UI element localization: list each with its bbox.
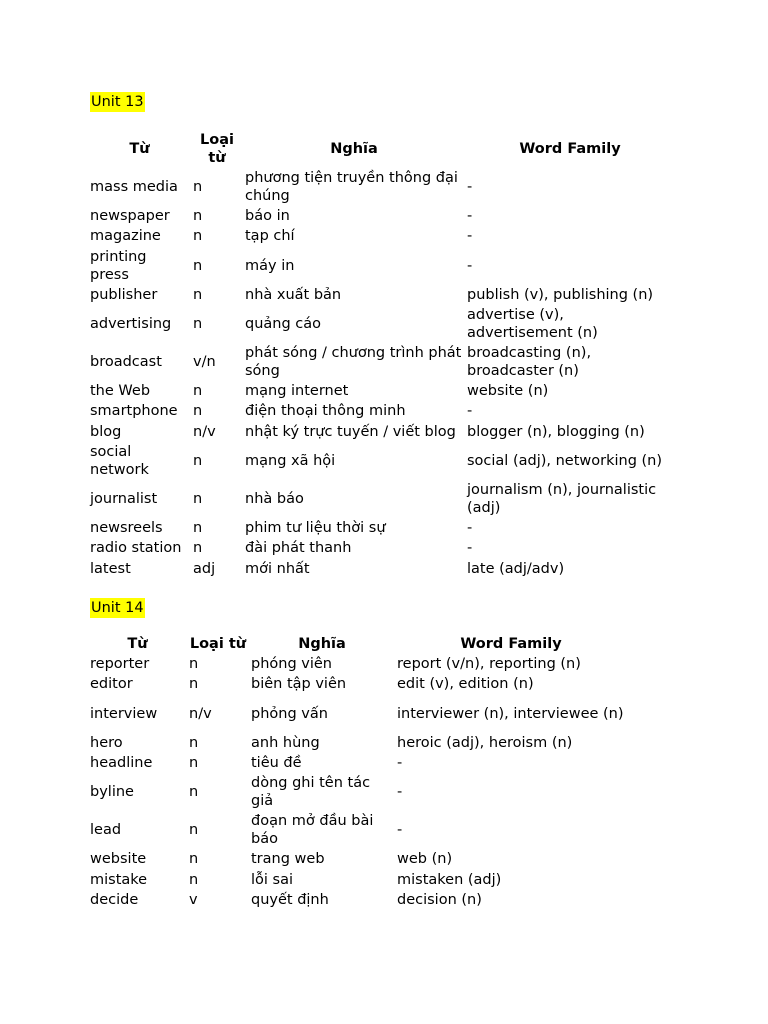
- word-type-cell: n: [193, 403, 203, 420]
- word-family-cell: -: [467, 228, 473, 245]
- word-cell: newspaper: [90, 208, 170, 225]
- table-row: [88, 206, 675, 226]
- word-cell: magazine: [90, 228, 161, 245]
- word-cell: reporter: [90, 656, 150, 673]
- meaning-cell: mạng xã hội: [245, 452, 336, 469]
- table-row: [88, 168, 675, 206]
- unit-13-vocab-table: [88, 130, 675, 579]
- table-row: [88, 305, 675, 343]
- meaning-cell: nhật ký trực tuyến / viết blog: [245, 423, 456, 440]
- unit-14-vocab-table: [88, 634, 627, 910]
- word-cell: decide: [90, 891, 139, 908]
- word-family-cell: -: [397, 822, 403, 839]
- word-type-cell: n: [189, 851, 199, 868]
- table-row: [88, 890, 627, 910]
- word-family-cell: publish (v), publishing (n): [467, 286, 654, 303]
- word-type-cell: n: [189, 734, 199, 751]
- word-type-cell: n: [193, 490, 203, 507]
- table-row: [88, 538, 675, 558]
- word-type-cell: n: [193, 519, 203, 536]
- word-type-cell: adj: [193, 560, 216, 577]
- word-type-cell: n: [189, 656, 199, 673]
- table-row: [88, 733, 627, 753]
- table-row: [88, 753, 627, 773]
- word-cell: interview: [90, 705, 158, 722]
- meaning-cell: tiêu đề: [251, 755, 302, 772]
- word-family-cell: -: [467, 403, 473, 420]
- header-word-family: Word Family: [460, 636, 562, 652]
- meaning-cell: anh hùng: [251, 734, 320, 751]
- word-cell: the Web: [90, 383, 151, 400]
- meaning-cell: tạp chí: [245, 228, 295, 245]
- table-row: [88, 674, 627, 694]
- word-family-cell: website (n): [467, 383, 549, 400]
- word-family-cell: mistaken (adj): [397, 871, 502, 888]
- word-family-cell: broadcasting (n), broadcaster (n): [467, 344, 592, 379]
- word-cell: blog: [90, 423, 122, 440]
- header-word: Từ: [127, 636, 148, 652]
- table-row: [88, 442, 675, 480]
- word-cell: lead: [90, 822, 122, 839]
- header-word-type: Loại từ: [200, 132, 234, 166]
- word-cell: mistake: [90, 871, 148, 888]
- meaning-cell: báo in: [245, 208, 290, 225]
- unit-13-table-body: [88, 168, 675, 579]
- meaning-cell: phát sóng / chương trình phát sóng: [245, 344, 462, 379]
- word-cell: headline: [90, 755, 153, 772]
- word-type-cell: n: [193, 315, 203, 332]
- word-type-cell: n: [193, 383, 203, 400]
- word-family-cell: web (n): [397, 851, 453, 868]
- meaning-cell: điện thoại thông minh: [245, 403, 406, 420]
- word-type-cell: n: [189, 871, 199, 888]
- meaning-cell: phương tiện truyền thông đại chúng: [245, 170, 458, 204]
- word-family-cell: decision (n): [397, 891, 482, 908]
- table-row: [88, 343, 675, 381]
- word-family-cell: -: [467, 257, 473, 274]
- word-type-cell: n: [189, 755, 199, 772]
- word-family-cell: -: [467, 540, 473, 557]
- word-cell: advertising: [90, 315, 172, 332]
- meaning-cell: mới nhất: [245, 560, 310, 577]
- unit-13-heading: Unit 13: [91, 94, 144, 110]
- word-family-cell: -: [397, 784, 403, 801]
- word-family-cell: -: [467, 519, 473, 536]
- word-type-cell: v/n: [193, 353, 216, 370]
- word-cell: broadcast: [90, 353, 162, 370]
- table-row: [88, 558, 675, 578]
- word-cell: printing press: [90, 248, 147, 283]
- meaning-cell: quyết định: [251, 891, 329, 908]
- word-type-cell: n: [193, 452, 203, 469]
- word-cell: byline: [90, 784, 134, 801]
- word-cell: smartphone: [90, 403, 178, 420]
- word-family-cell: edit (v), edition (n): [397, 676, 534, 693]
- meaning-cell: đoạn mở đầu bài báo: [251, 813, 374, 848]
- word-family-cell: report (v/n), reporting (n): [397, 656, 581, 673]
- word-type-cell: n: [193, 228, 203, 245]
- header-word: Từ: [129, 141, 150, 157]
- word-type-cell: n: [193, 179, 203, 195]
- table-row: [88, 285, 675, 305]
- meaning-cell: quảng cáo: [245, 315, 322, 332]
- meaning-cell: nhà báo: [245, 490, 304, 507]
- word-cell: social network: [90, 443, 149, 478]
- table-row: [88, 811, 627, 849]
- header-word-family: Word Family: [519, 141, 621, 157]
- word-type-cell: n: [193, 257, 203, 274]
- word-cell: radio station: [90, 540, 182, 557]
- word-type-cell: n: [193, 286, 203, 303]
- word-cell: journalist: [90, 490, 158, 507]
- meaning-cell: phim tư liệu thời sự: [245, 519, 386, 536]
- word-cell: website: [90, 851, 147, 868]
- table-row: [88, 226, 675, 246]
- word-family-cell: advertise (v), advertisement (n): [467, 306, 598, 341]
- table-header-row: [88, 634, 627, 654]
- word-type-cell: n: [189, 676, 199, 693]
- word-family-cell: social (adj), networking (n): [467, 452, 663, 469]
- word-type-cell: n: [193, 208, 203, 225]
- table-row: [88, 518, 675, 538]
- word-cell: publisher: [90, 286, 158, 303]
- word-cell: editor: [90, 676, 133, 693]
- table-row: [88, 869, 627, 889]
- word-family-cell: blogger (n), blogging (n): [467, 423, 645, 440]
- meaning-cell: mạng internet: [245, 383, 349, 400]
- meaning-cell: nhà xuất bản: [245, 286, 342, 303]
- table-row: [88, 401, 675, 421]
- word-cell: newsreels: [90, 519, 163, 536]
- word-family-cell: journalism (n), journalistic (adj): [467, 481, 657, 516]
- header-meaning: Nghĩa: [330, 141, 378, 157]
- word-family-cell: -: [397, 755, 403, 772]
- word-family-cell: late (adj/adv): [467, 560, 565, 577]
- table-row: [88, 421, 675, 441]
- word-type-cell: n/v: [193, 423, 216, 440]
- word-type-cell: v: [189, 891, 198, 908]
- meaning-cell: biên tập viên: [251, 676, 347, 693]
- meaning-cell: phỏng vấn: [251, 705, 328, 722]
- table-row: [88, 695, 627, 733]
- word-family-cell: -: [467, 179, 473, 195]
- meaning-cell: máy in: [245, 257, 295, 274]
- table-row: [88, 381, 675, 401]
- header-word-type: Loại từ: [189, 636, 247, 652]
- word-cell: mass media: [90, 179, 178, 195]
- meaning-cell: dòng ghi tên tác giả: [251, 775, 371, 810]
- word-type-cell: n: [189, 784, 199, 801]
- word-type-cell: n: [193, 540, 203, 557]
- word-type-cell: n/v: [189, 705, 212, 722]
- unit-14-heading: Unit 14: [91, 600, 144, 616]
- word-type-cell: n: [189, 822, 199, 839]
- meaning-cell: phóng viên: [251, 656, 332, 673]
- table-row: [88, 773, 627, 811]
- meaning-cell: lỗi sai: [251, 871, 294, 888]
- meaning-cell: đài phát thanh: [245, 540, 352, 557]
- meaning-cell: trang web: [251, 851, 325, 868]
- table-row: [88, 654, 627, 674]
- word-cell: hero: [90, 734, 123, 751]
- word-cell: latest: [90, 560, 131, 577]
- table-header-row: [88, 130, 675, 168]
- header-meaning: Nghĩa: [298, 636, 346, 652]
- table-row: [88, 849, 627, 869]
- table-row: [88, 247, 675, 285]
- word-family-cell: -: [467, 208, 473, 225]
- word-family-cell: interviewer (n), interviewee (n): [397, 705, 624, 722]
- table-row: [88, 480, 675, 518]
- unit-14-table-body: [88, 654, 627, 910]
- word-family-cell: heroic (adj), heroism (n): [397, 734, 573, 751]
